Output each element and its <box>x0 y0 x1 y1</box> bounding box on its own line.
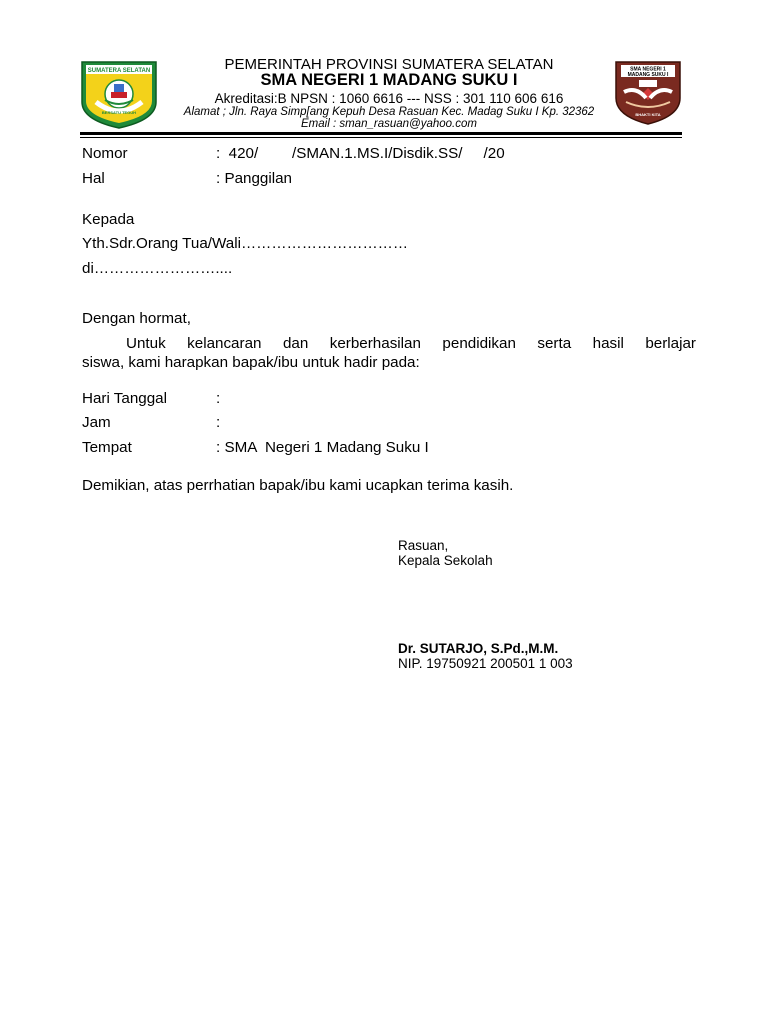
hari-tanggal-value: : <box>216 390 221 407</box>
signature-name: Dr. SUTARJO, S.Pd.,M.M. <box>398 641 559 656</box>
tempat-label: Tempat <box>82 439 132 456</box>
signature-position: Kepala Sekolah <box>398 553 493 568</box>
logo-left-motto: BERSATU TEGUH <box>101 110 137 115</box>
header-divider-thin <box>80 137 682 138</box>
hal-label: Hal <box>82 170 105 187</box>
body-paragraph-line2: siswa, kami harapkan bapak/ibu untuk hadir pada: <box>82 354 420 371</box>
address-line: Alamat ; Jln. Raya Simp[ang Kepuh Desa Rasuan Kec. Madag Suku I Kp. 32362 <box>183 106 595 118</box>
email-line: Email : sman_rasuan@yahoo.com <box>301 118 477 130</box>
hal-value: : Panggilan <box>216 170 292 187</box>
tempat-value: : SMA Negeri 1 Madang Suku I <box>216 439 429 456</box>
logo-right-banner: SMA NEGERI 1 <box>630 66 666 73</box>
signature-nip: NIP. 19750921 200501 1 003 <box>398 656 573 671</box>
logo-right-banner-2: MADANG SUKU I <box>627 72 669 78</box>
recipient-location: di…………………….... <box>82 260 233 277</box>
closing-sentence: Demikian, atas perrhatian bapak/ibu kami ucapkan terima kasih. <box>82 477 514 494</box>
recipient-line: Yth.Sdr.Orang Tua/Wali…………………………… <box>82 235 409 252</box>
nomor-label: Nomor <box>82 145 128 162</box>
school-name: SMA NEGERI 1 MADANG SUKU I <box>260 71 518 89</box>
logo-left-banner: SUMATERA SELATAN <box>87 68 151 74</box>
header-divider-thick <box>80 132 682 135</box>
logo-right-motto: BHAKTI KITA <box>635 112 661 117</box>
hari-tanggal-label: Hari Tanggal <box>82 390 167 407</box>
jam-value: : <box>216 414 221 431</box>
nomor-value: : 420/ /SMAN.1.MS.I/Disdik.SS/ /20 <box>216 145 505 162</box>
jam-label: Jam <box>82 414 111 431</box>
government-name: PEMERINTAH PROVINSI SUMATERA SELATAN <box>224 56 554 73</box>
greeting: Dengan hormat, <box>82 310 191 327</box>
accreditation-line: Akreditasi:B NPSN : 1060 6616 --- NSS : 301 110 606 616 <box>214 91 564 106</box>
signature-place: Rasuan, <box>398 538 449 553</box>
kepada-label: Kepada <box>82 211 135 228</box>
body-paragraph-line1: Untuk kelancaran dan kerberhasilan pendidikan serta hasil berlajar <box>126 335 696 352</box>
